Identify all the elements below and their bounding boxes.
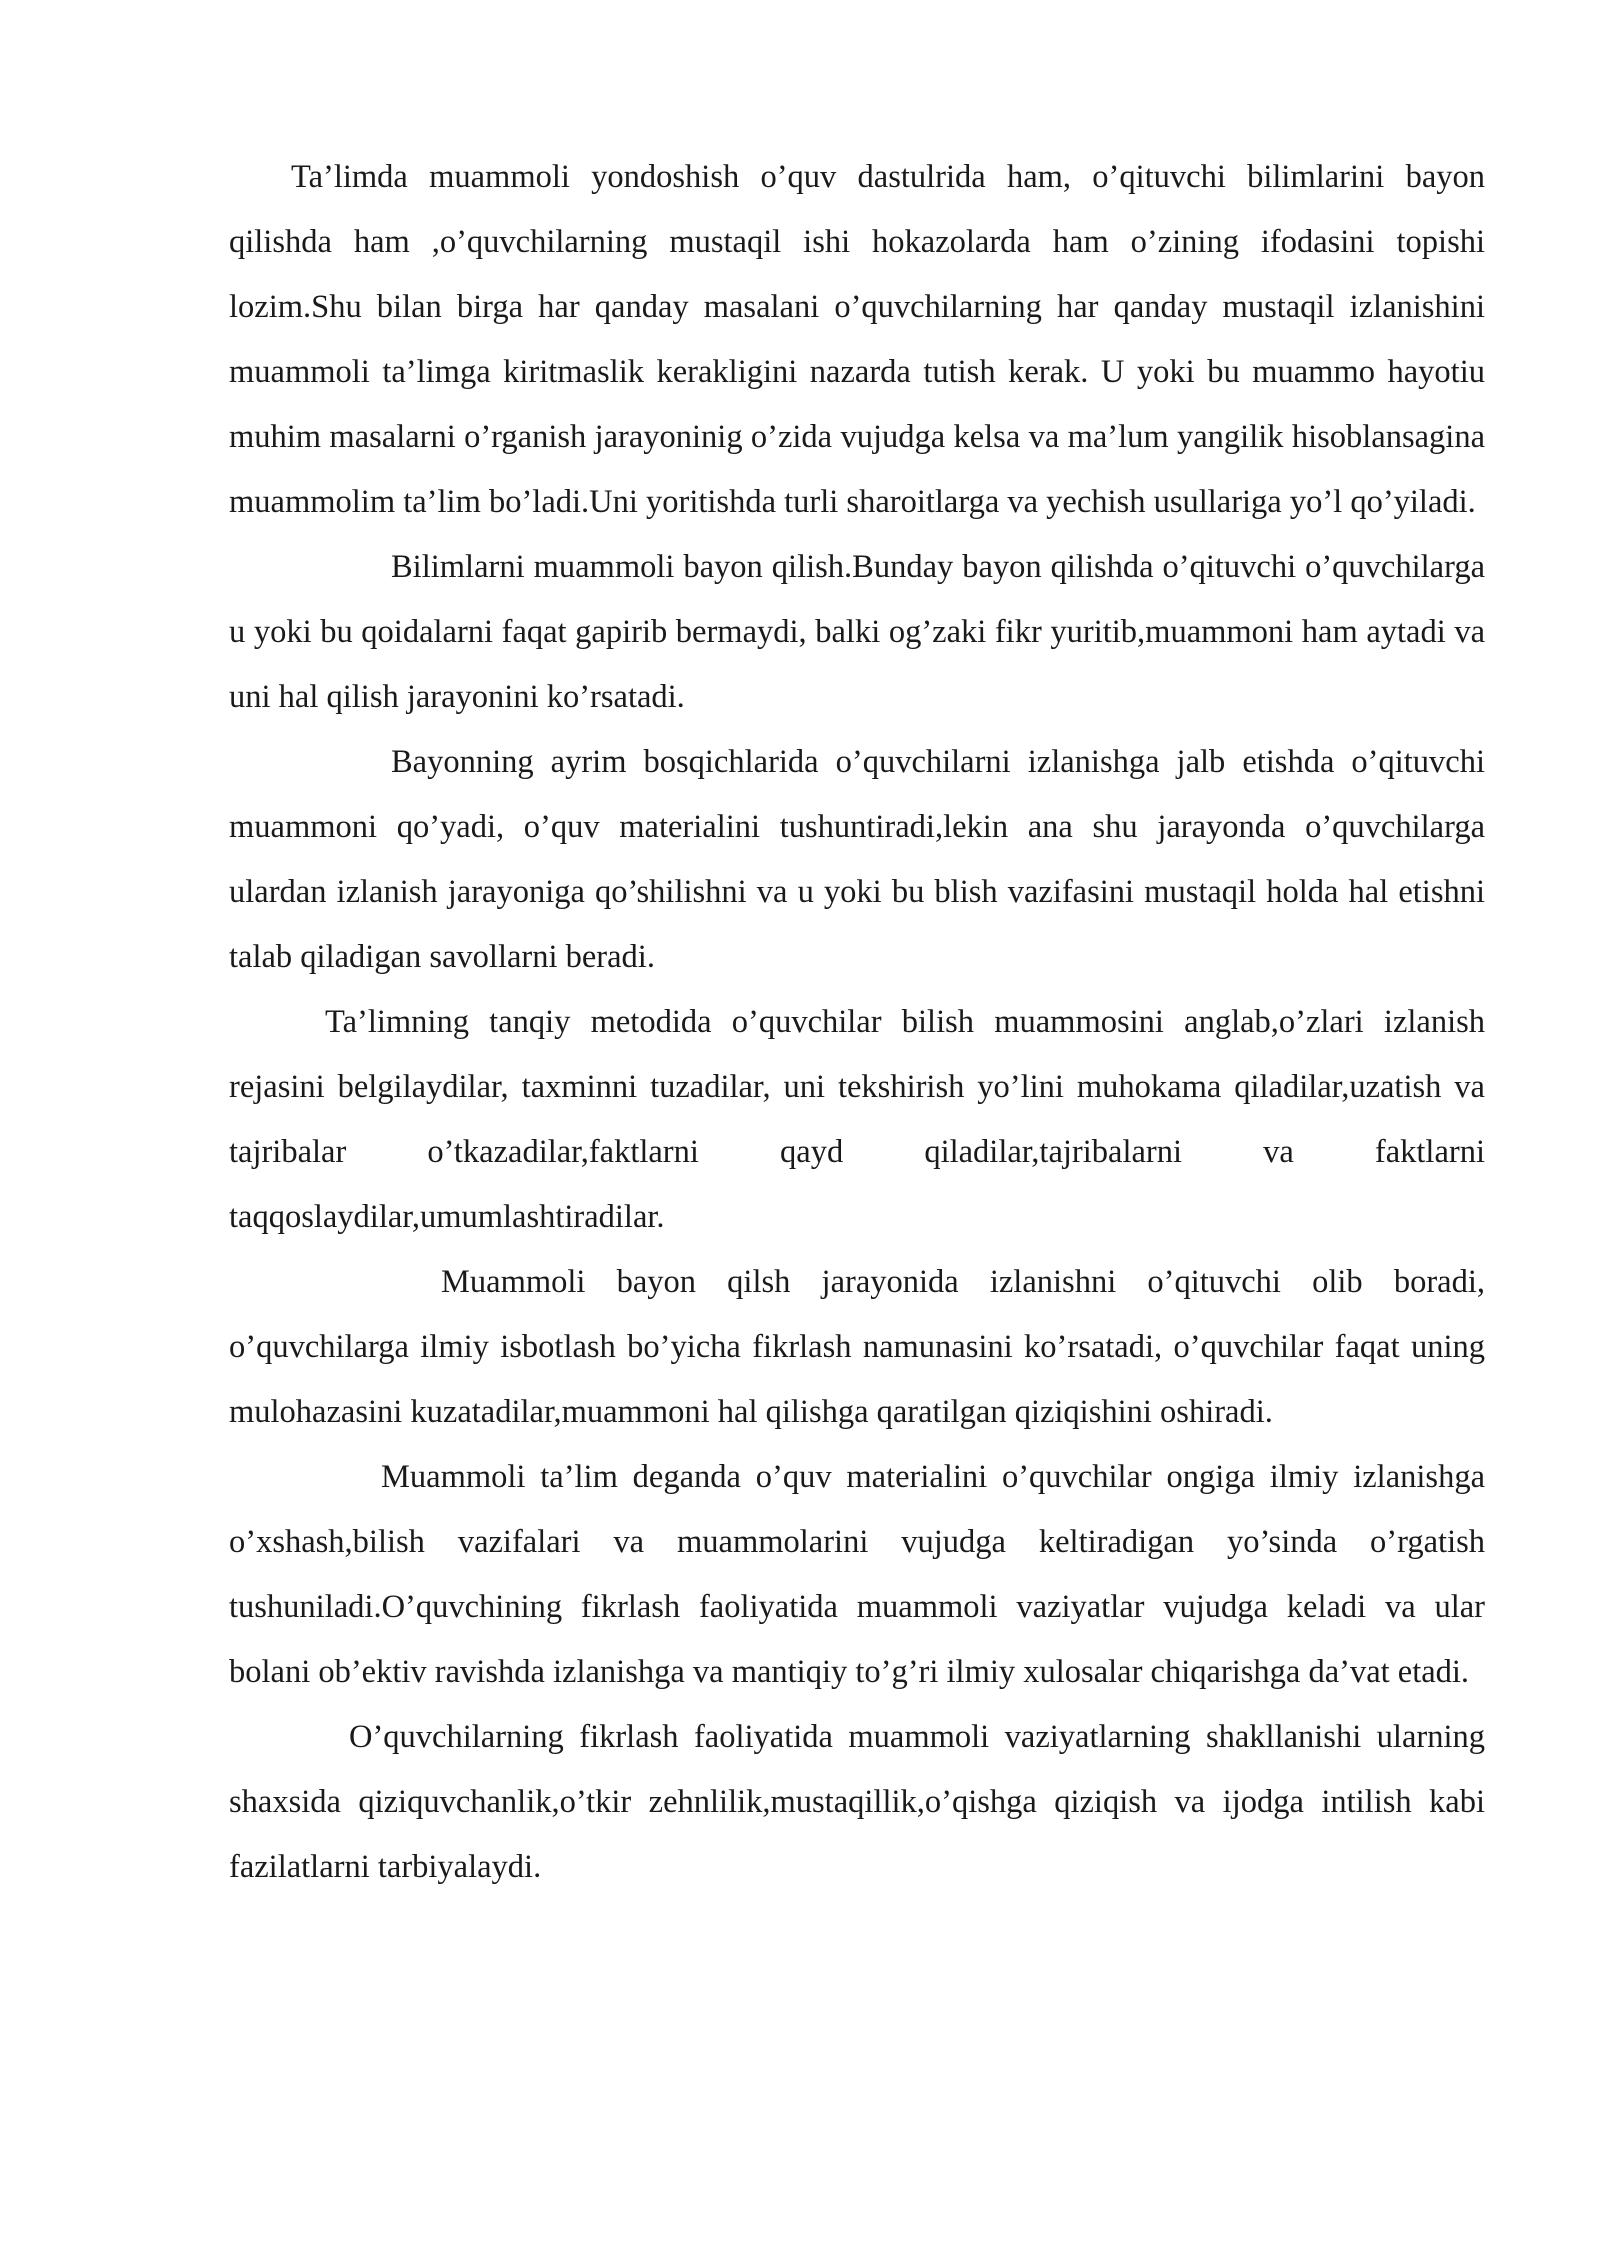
paragraph-2: Bilimlarni muammoli bayon qilish.Bunday bayon qilishda o’qituvchi o’quvchilarga u yoki bu qoidalarni faqat gapirib bermaydi, balki og’zaki fikr yuritib,muammoni ham aytadi va uni hal qilish jarayonini ko’rsatadi. (229, 549, 1485, 715)
paragraph-5: Muammoli bayon qilsh jarayonida izlanishni o’qituvchi olib boradi, o’quvchilarga ilmiy isbotlash bo’yicha fikrlash namunasini ko’rsatadi, o’quvchilar faqat uning mulohazasini kuzatadilar,muammoni hal qilishga qaratilgan qiziqishini oshiradi. (229, 1264, 1485, 1430)
paragraph-6: Muammoli ta’lim deganda o’quv materialini o’quvchilar ongiga ilmiy izlanishga o’xshash,bilish vazifalari va muammolarini vujudga keltiradigan yo’sinda o’rgatish tushuniladi.O’quvchining fikrlash faoliyatida muammoli vaziyatlar vujudga keladi va ular bolani ob’ektiv ravishda izlanishga va mantiqiy to’g’ri ilmiy xulosalar chiqarishga da’vat etadi. (229, 1459, 1485, 1690)
paragraph-7: O’quvchilarning fikrlash faoliyatida muammoli vaziyatlarning shakllanishi ularning shaxsida qiziquvchanlik,o’tkir zehnlilik,mustaqillik,o’qishga qiziqish va ijodga intilish kabi fazilatlarni tarbiyalaydi. (229, 1719, 1485, 1885)
paragraph-4: Ta’limning tanqiy metodida o’quvchilar bilish muammosini anglab,o’zlari izlanish rejasini belgilaydilar, taxminni tuzadilar, uni tekshirish yo’lini muhokama qiladilar,uzatish va tajribalar o’tkazadilar,faktlarni qayd qiladilar,tajribalarni va faktlarni taqqoslaydilar,umumlashtiradilar. (229, 1004, 1485, 1235)
paragraph-1: Ta’limda muammoli yondoshish o’quv dastulrida ham, o’qituvchi bilimlarini bayon qilishda ham ,o’quvchilarning mustaqil ishi hokazolarda ham o’zining ifodasini topishi lozim.Shu bilan birga har qanday masalani o’quvchilarning har qanday mustaqil izlanishini muammoli ta’limga kiritmaslik kerakligini nazarda tutish kerak. U yoki bu muammo hayotiu muhim masalarni o’rganish jarayoninig o’zida vujudga kelsa va ma’lum yangilik hisoblansagina muammolim ta’lim bo’ladi.Uni yoritishda turli sharoitlarga va yechish usullariga yo’l qo’yiladi. (229, 159, 1485, 520)
paragraph-3: Bayonning ayrim bosqichlarida o’quvchilarni izlanishga jalb etishda o’qituvchi muammoni qo’yadi, o’quv materialini tushuntiradi,lekin ana shu jarayonda o’quvchilarga ulardan izlanish jarayoniga qo’shilishni va u yoki bu blish vazifasini mustaqil holda hal etishni talab qiladigan savollarni beradi. (229, 744, 1485, 975)
document-body (229, 145, 1485, 1900)
